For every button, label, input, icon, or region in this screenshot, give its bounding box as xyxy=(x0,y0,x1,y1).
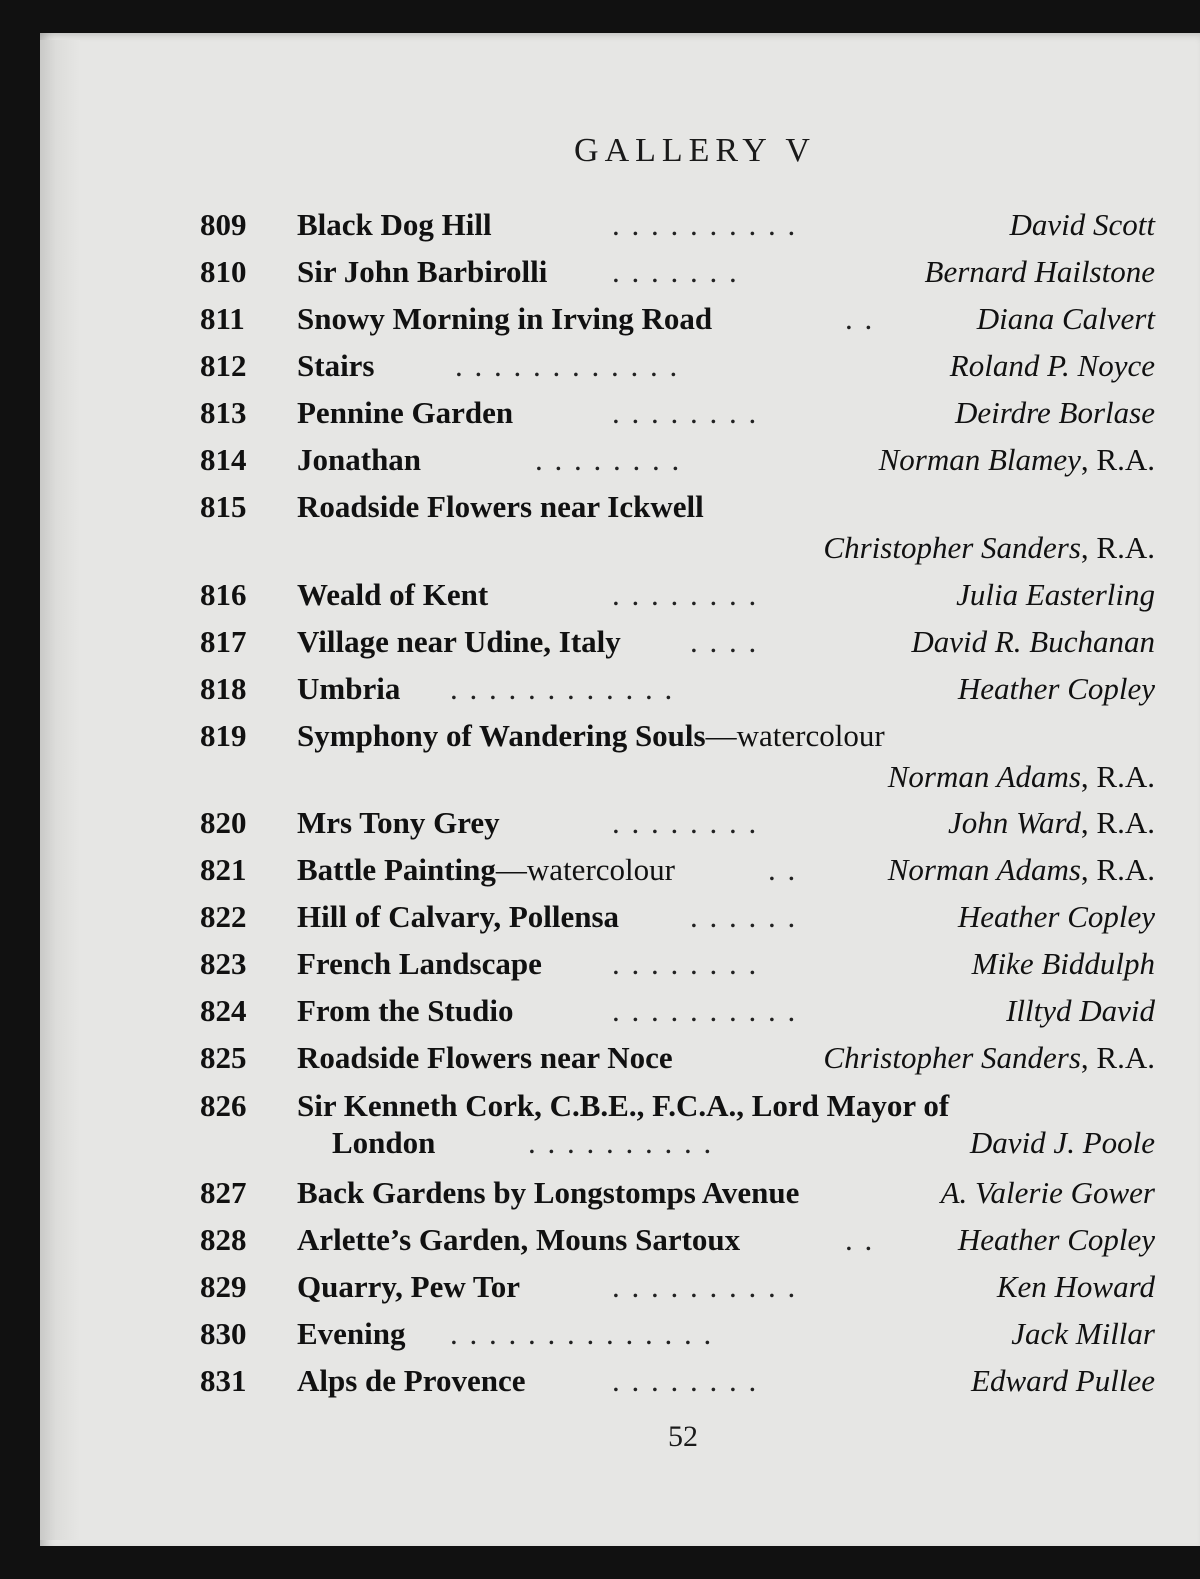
entry-number: 817 xyxy=(200,624,247,659)
entry-title: From the Studio xyxy=(297,993,514,1028)
entry-title: Arlette’s Garden, Mouns Sartoux xyxy=(297,1222,741,1257)
entry-number: 812 xyxy=(200,348,247,383)
entry-number: 818 xyxy=(200,671,247,706)
entry-artist: Illtyd David xyxy=(1006,993,1155,1028)
catalogue-entry xyxy=(200,572,1155,618)
entry-title: Mrs Tony Grey xyxy=(297,805,500,840)
catalogue-entry xyxy=(200,988,1155,1034)
page-edge xyxy=(40,40,80,1540)
entry-artist: Christopher Sanders, R.A. xyxy=(823,530,1155,565)
leader-dots: . . . . . . . . xyxy=(612,946,759,981)
catalogue-entry xyxy=(200,296,1155,342)
leader-dots: . . . . . . . . xyxy=(612,395,759,430)
leader-dots: . . . . . . xyxy=(690,899,798,934)
entry-number: 813 xyxy=(200,395,247,430)
entry-number: 825 xyxy=(200,1040,247,1075)
leader-dots: . . . . . . . . . . xyxy=(528,1125,714,1160)
catalogue-entry xyxy=(200,619,1155,665)
entry-number: 829 xyxy=(200,1269,247,1304)
entry-artist: Bernard Hailstone xyxy=(924,254,1155,289)
catalogue-entry xyxy=(200,1170,1155,1216)
entry-title: Evening xyxy=(297,1316,406,1351)
entry-artist: Edward Pullee xyxy=(971,1363,1155,1398)
catalogue-entry xyxy=(200,1083,1155,1166)
entry-artist: Diana Calvert xyxy=(976,301,1155,336)
entry-title: Back Gardens by Longstomps Avenue xyxy=(297,1175,800,1210)
entry-title-continued: London xyxy=(332,1125,436,1160)
entry-number: 830 xyxy=(200,1316,247,1351)
leader-dots: . . . . . . . . xyxy=(535,442,682,477)
entry-artist: Norman Blamey, R.A. xyxy=(878,442,1155,477)
entry-number: 819 xyxy=(200,718,247,753)
entry-title: Weald of Kent xyxy=(297,577,489,612)
entry-title: Snowy Morning in Irving Road xyxy=(297,301,713,336)
leader-dots: . . . . . . . . . . xyxy=(612,993,798,1028)
catalogue-entry xyxy=(200,800,1155,846)
catalogue-entry xyxy=(200,666,1155,712)
catalogue-entry xyxy=(200,437,1155,483)
entry-title: French Landscape xyxy=(297,946,542,981)
page-number: 52 xyxy=(668,1420,698,1453)
leader-dots: . . . . . . . . . . . . xyxy=(450,671,675,706)
entry-title: Quarry, Pew Tor xyxy=(297,1269,521,1304)
entry-number: 824 xyxy=(200,993,247,1028)
leader-dots: . . . . . . . . xyxy=(612,1363,759,1398)
entry-title: Hill of Calvary, Pollensa xyxy=(297,899,620,934)
entry-artist: David Scott xyxy=(1009,207,1155,242)
entry-artist: Mike Biddulph xyxy=(971,946,1155,981)
entry-title: Pennine Garden xyxy=(297,395,514,430)
leader-dots: . . . . . . . . . . . . xyxy=(455,348,680,383)
entry-title: Village near Udine, Italy xyxy=(297,624,621,659)
entry-number: 810 xyxy=(200,254,247,289)
entry-artist: Roland P. Noyce xyxy=(949,348,1155,383)
catalogue-entry xyxy=(200,894,1155,940)
catalogue-entry xyxy=(200,1035,1155,1081)
entry-artist: Jack Millar xyxy=(1011,1316,1155,1351)
entry-number: 831 xyxy=(200,1363,247,1398)
entry-number: 821 xyxy=(200,852,247,887)
catalogue-entry xyxy=(200,249,1155,295)
leader-dots: . . . . . . . . . . xyxy=(612,207,798,242)
entry-title: Umbria xyxy=(297,671,401,706)
entry-number: 826 xyxy=(200,1088,247,1123)
leader-dots: . . xyxy=(845,301,875,336)
catalogue-entry xyxy=(200,343,1155,389)
catalogue-entry xyxy=(200,1358,1155,1404)
leader-dots: . . xyxy=(768,852,798,887)
leader-dots: . . . . . . . . . . . . . . xyxy=(450,1316,714,1351)
entry-title: Stairs xyxy=(297,348,375,383)
entry-number: 815 xyxy=(200,489,247,524)
entry-title: Sir John Barbirolli xyxy=(297,254,548,289)
leader-dots: . . . . xyxy=(690,624,759,659)
entry-artist: John Ward, R.A. xyxy=(948,805,1155,840)
entry-title: Battle Painting—watercolour xyxy=(297,852,675,887)
catalogue-entry xyxy=(200,941,1155,987)
entry-title: Sir Kenneth Cork, C.B.E., F.C.A., Lord Mayor of xyxy=(297,1088,950,1123)
entry-artist: Norman Adams, R.A. xyxy=(887,759,1155,794)
entry-number: 823 xyxy=(200,946,247,981)
entry-artist: David R. Buchanan xyxy=(911,624,1155,659)
entry-artist: David J. Poole xyxy=(969,1125,1155,1160)
catalogue-entry xyxy=(200,1217,1155,1263)
entry-artist: A. Valerie Gower xyxy=(940,1175,1155,1210)
entry-artist: Deirdre Borlase xyxy=(954,395,1155,430)
entry-number: 814 xyxy=(200,442,247,477)
leader-dots: . . . . . . . . xyxy=(612,805,759,840)
entry-number: 827 xyxy=(200,1175,247,1210)
gallery-heading: GALLERY V xyxy=(574,132,816,169)
entry-title: Roadside Flowers near Noce xyxy=(297,1040,673,1075)
catalogue-entry xyxy=(200,713,1155,800)
entry-artist: Heather Copley xyxy=(957,671,1155,706)
entry-number: 816 xyxy=(200,577,247,612)
leader-dots: . . . . . . . . . . xyxy=(612,1269,798,1304)
entry-title: Alps de Provence xyxy=(297,1363,526,1398)
entry-title: Symphony of Wandering Souls—watercolour xyxy=(297,718,885,753)
entry-artist: Christopher Sanders, R.A. xyxy=(823,1040,1155,1075)
catalogue-entry xyxy=(200,390,1155,436)
entry-number: 820 xyxy=(200,805,247,840)
entry-artist: Julia Easterling xyxy=(956,577,1155,612)
catalogue-entry xyxy=(200,484,1155,571)
catalogue-entry xyxy=(200,847,1155,893)
leader-dots: . . . . . . . xyxy=(612,254,739,289)
entry-number: 828 xyxy=(200,1222,247,1257)
catalogue-entry xyxy=(200,1264,1155,1310)
leader-dots: . . xyxy=(845,1222,875,1257)
entry-artist: Ken Howard xyxy=(996,1269,1155,1304)
entry-title: Jonathan xyxy=(297,442,422,477)
entry-title: Roadside Flowers near Ickwell xyxy=(297,489,704,524)
entry-artist: Heather Copley xyxy=(957,1222,1155,1257)
entry-number: 822 xyxy=(200,899,247,934)
catalogue-entry xyxy=(200,202,1155,248)
entry-artist: Norman Adams, R.A. xyxy=(887,852,1155,887)
catalogue-entry xyxy=(200,1311,1155,1357)
entry-artist: Heather Copley xyxy=(957,899,1155,934)
leader-dots: . . . . . . . . xyxy=(612,577,759,612)
entry-title: Black Dog Hill xyxy=(297,207,492,242)
entry-number: 809 xyxy=(200,207,247,242)
entry-number: 811 xyxy=(200,301,245,336)
